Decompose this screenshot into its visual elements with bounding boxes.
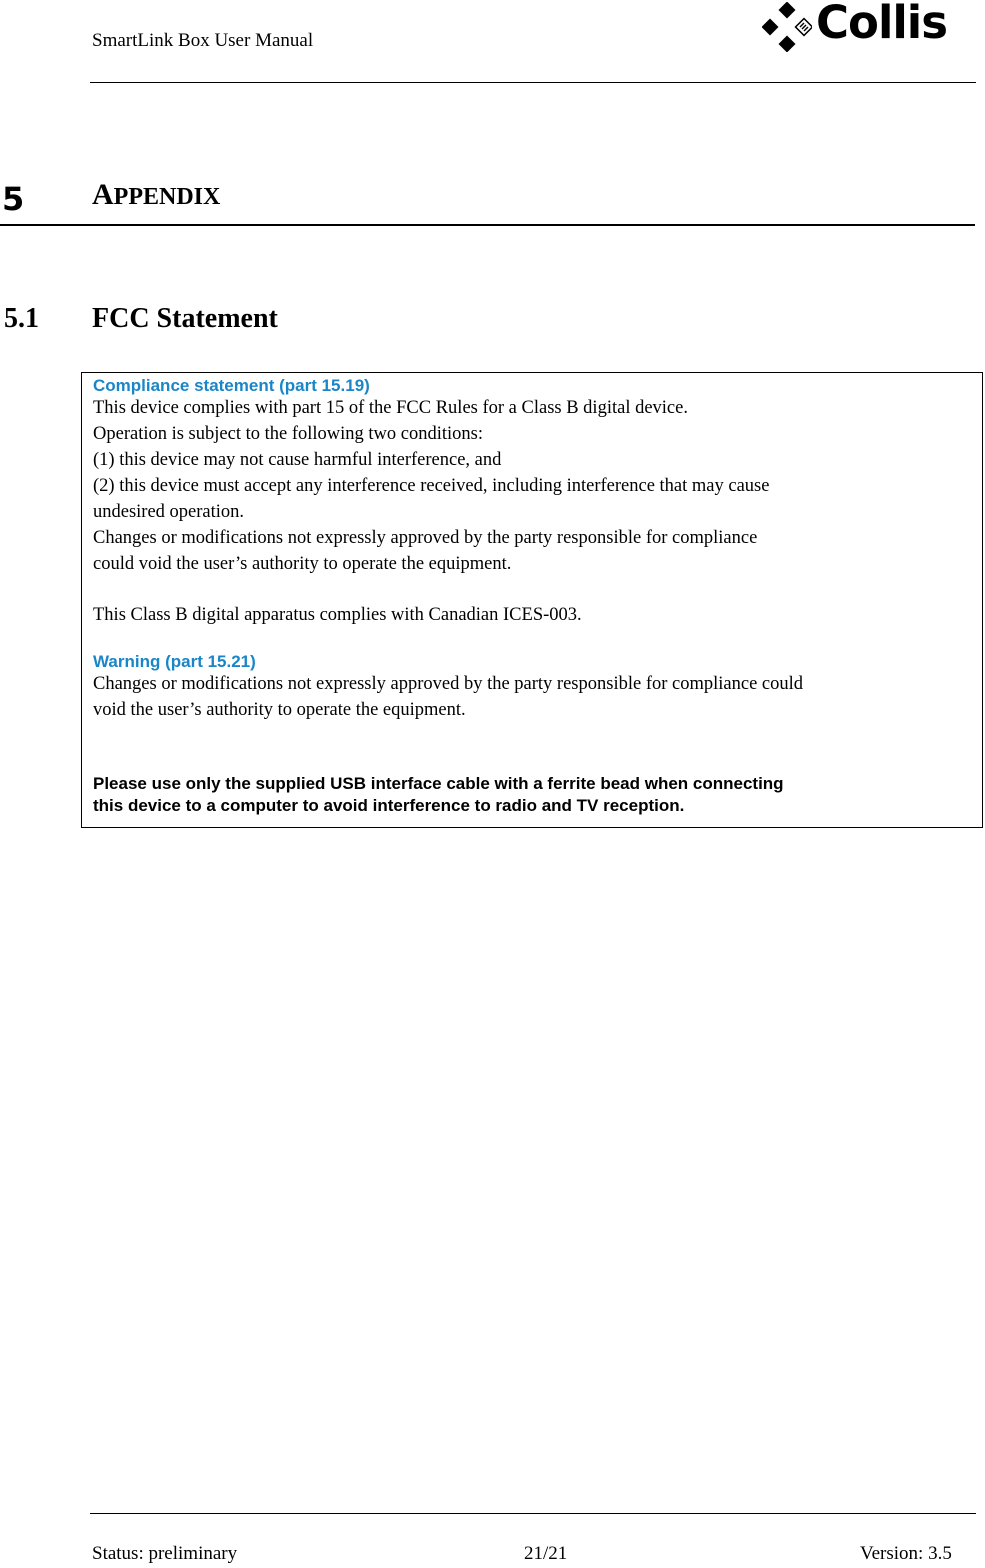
- warning-line: void the user’s authority to operate the equipment.: [93, 700, 466, 720]
- compliance-line: (1) this device may not cause harmful interference, and: [93, 450, 502, 470]
- compliance-line: Changes or modifications not expressly approved by the party responsible for compliance: [93, 528, 758, 548]
- compliance-line: This device complies with part 15 of the FCC Rules for a Class B digital device.: [93, 398, 688, 418]
- canada-ices-line: This Class B digital apparatus complies with Canadian ICES-003.: [93, 605, 582, 625]
- warning-heading: Warning (part 15.21): [93, 652, 256, 671]
- chapter-title-rest: PPENDIX: [113, 184, 221, 210]
- compliance-line: Operation is subject to the following two conditions:: [93, 424, 483, 444]
- footer-page-number: 21/21: [524, 1543, 568, 1564]
- usb-cable-note: this device to a computer to avoid interference to radio and TV reception.: [93, 796, 685, 815]
- footer-status: Status: preliminary: [92, 1543, 238, 1564]
- footer-divider: [90, 1513, 976, 1514]
- footer-version: Version: 3.5: [860, 1543, 952, 1564]
- warning-line: Changes or modifications not expressly approved by the party responsible for compliance could: [93, 674, 804, 694]
- fcc-statement-box: [81, 372, 983, 828]
- section-number: 5.1: [4, 303, 39, 334]
- collis-logo: [762, 2, 982, 52]
- header-divider: [90, 82, 976, 83]
- chapter-heading: [0, 178, 975, 226]
- section-title: FCC Statement: [92, 303, 278, 334]
- chapter-title: [92, 178, 220, 212]
- manual-title: SmartLink Box User Manual: [92, 30, 314, 51]
- usb-cable-note: Please use only the supplied USB interface cable with a ferrite bead when connecting: [93, 774, 784, 793]
- compliance-heading: Compliance statement (part 15.19): [93, 376, 370, 395]
- chapter-title-initial: A: [92, 178, 114, 211]
- collis-diamond-logo-icon: [762, 2, 812, 52]
- logo-wordmark: Collis: [816, 0, 947, 49]
- chapter-number: 5: [2, 180, 25, 218]
- compliance-line: undesired operation.: [93, 502, 245, 522]
- compliance-line: could void the user’s authority to operate the equipment.: [93, 554, 512, 574]
- compliance-line: (2) this device must accept any interference received, including interference that may cause: [93, 476, 770, 496]
